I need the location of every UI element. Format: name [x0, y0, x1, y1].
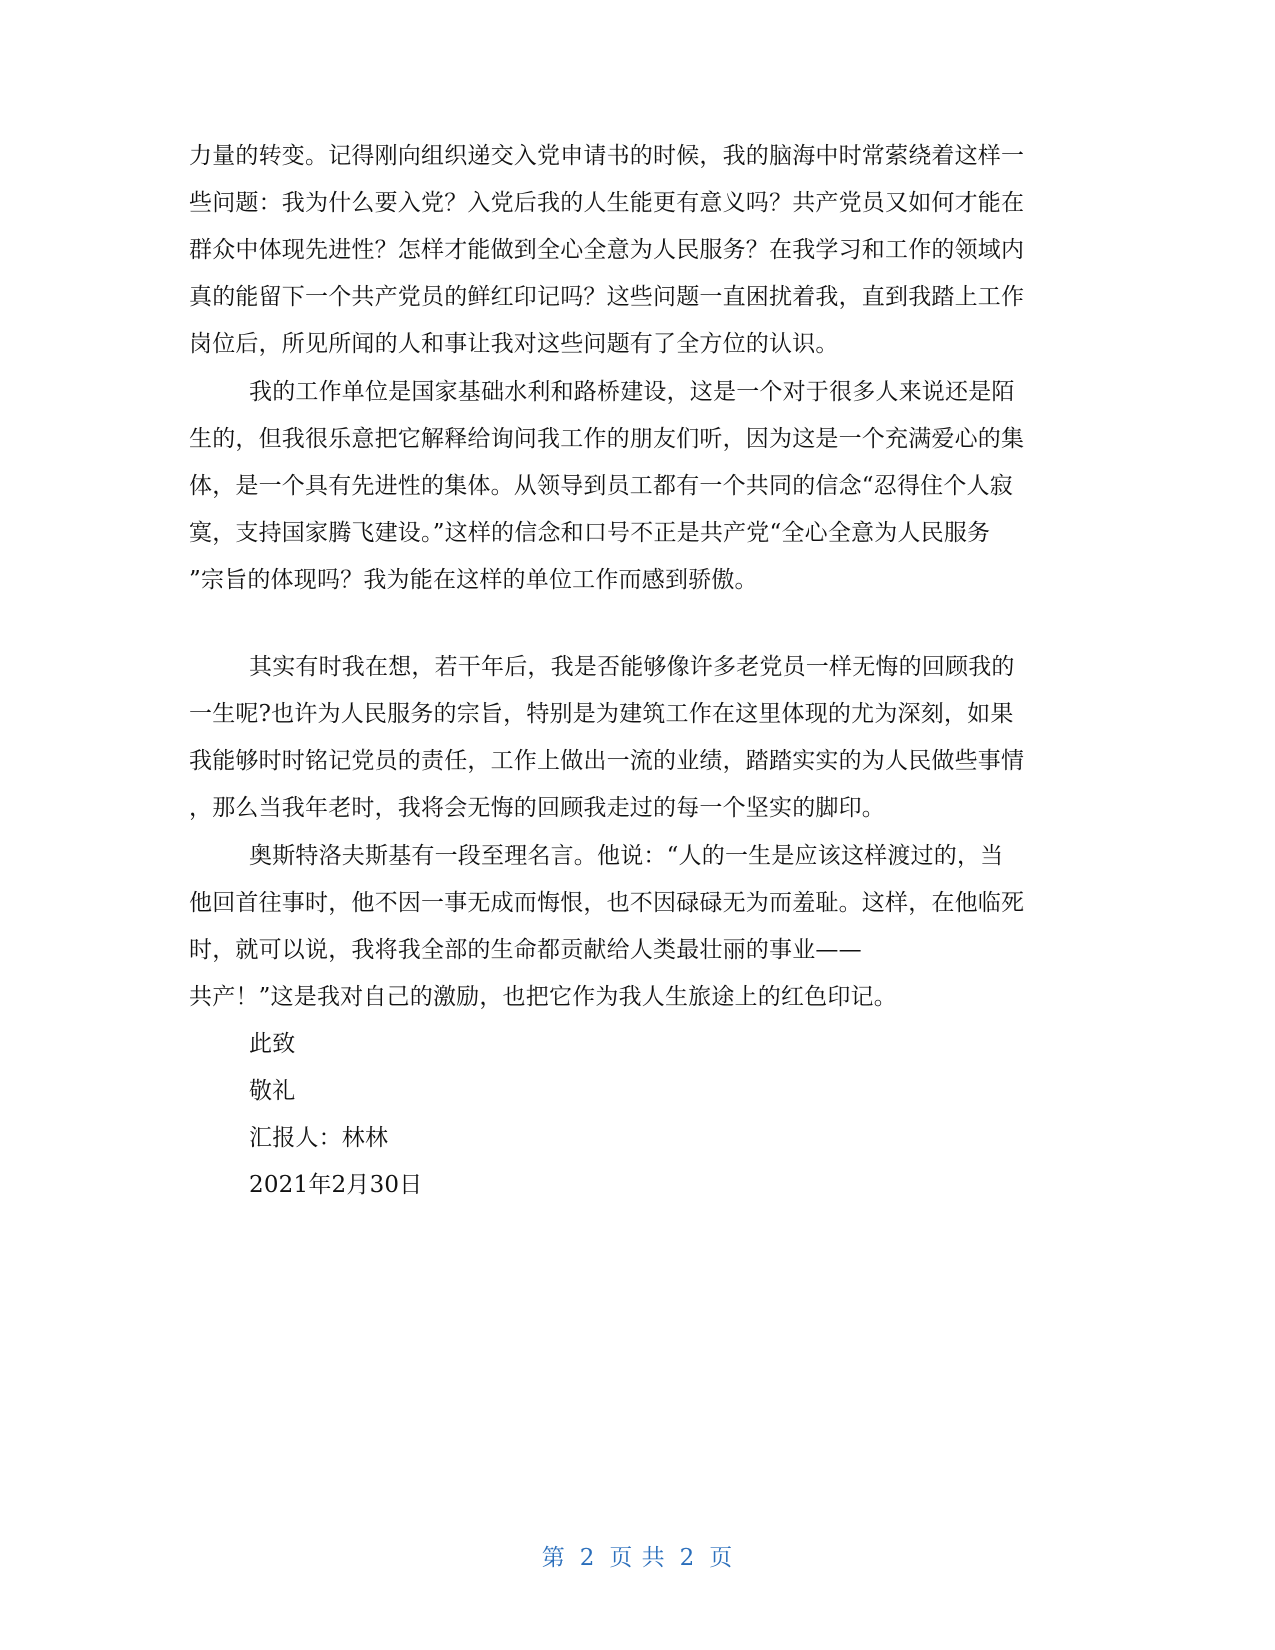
- closing-date: 2021年2月30日: [249, 1172, 423, 1198]
- paragraph-2-line-5: ”宗旨的体现吗？我为能在这样的单位工作而感到骄傲。: [189, 567, 758, 593]
- paragraph-4-line-3: 时，就可以说，我将我全部的生命都贡献给人类最壮丽的事业——: [189, 937, 862, 963]
- paragraph-2-line-2: 生的，但我很乐意把它解释给询问我工作的朋友们听，因为这是一个充满爱心的集: [189, 426, 1025, 452]
- paragraph-4-line-4: 共产！”这是我对自己的激励，也把它作为我人生旅途上的红色印记。: [189, 984, 897, 1010]
- paragraph-4-line-2: 他回首往事时，他不因一事无成而悔恨，也不因碌碌无为而羞耻。这样，在他临死: [189, 890, 1025, 916]
- closing-salutation-1: 此致: [249, 1031, 296, 1057]
- paragraph-3-line-2: 一生呢?也许为人民服务的宗旨，特别是为建筑工作在这里体现的尤为深刻，如果: [189, 701, 1014, 727]
- paragraph-1-line-5: 岗位后，所见所闻的人和事让我对这些问题有了全方位的认识。: [189, 331, 839, 357]
- footer-suffix: 页: [709, 1545, 734, 1571]
- paragraph-1-line-2: 些问题：我为什么要入党？入党后我的人生能更有意义吗？共产党员又如何才能在: [189, 190, 1025, 216]
- paragraph-2-line-3: 体，是一个具有先进性的集体。从领导到员工都有一个共同的信念“忍得住个人寂: [189, 473, 1013, 499]
- paragraph-2-line-4: 寞，支持国家腾飞建设。”这样的信念和口号不正是共产党“全心全意为人民服务: [189, 520, 991, 546]
- paragraph-1-line-4: 真的能留下一个共产党员的鲜红印记吗？这些问题一直困扰着我，直到我踏上工作: [189, 284, 1025, 310]
- paragraph-4-line-1: 奥斯特洛夫斯基有一段至理名言。他说：“人的一生是应该这样渡过的，当: [249, 843, 1004, 869]
- paragraph-1-line-1: 力量的转变。记得刚向组织递交入党申请书的时候，我的脑海中时常萦绕着这样一: [189, 143, 1025, 169]
- footer-current-page: 2: [579, 1545, 596, 1571]
- closing-salutation-2: 敬礼: [249, 1078, 296, 1104]
- closing-reporter: 汇报人：林林: [249, 1125, 389, 1151]
- paragraph-3-line-4: ，那么当我年老时，我将会无悔的回顾我走过的每一个坚实的脚印。: [189, 795, 885, 821]
- paragraph-3-line-1: 其实有时我在想，若干年后，我是否能够像许多老党员一样无悔的回顾我的: [249, 654, 1015, 680]
- footer-mid: 页 共: [609, 1545, 666, 1571]
- footer-total-pages: 2: [679, 1545, 696, 1571]
- paragraph-2-line-1: 我的工作单位是国家基础水利和路桥建设，这是一个对于很多人来说还是陌: [249, 379, 1015, 405]
- paragraph-3-line-3: 我能够时时铭记党员的责任，工作上做出一流的业绩，踏踏实实的为人民做些事情: [189, 748, 1025, 774]
- page-footer: [0, 1543, 1275, 1573]
- paragraph-1-line-3: 群众中体现先进性？怎样才能做到全心全意为人民服务？在我学习和工作的领域内: [189, 237, 1025, 263]
- footer-prefix: 第: [541, 1545, 566, 1571]
